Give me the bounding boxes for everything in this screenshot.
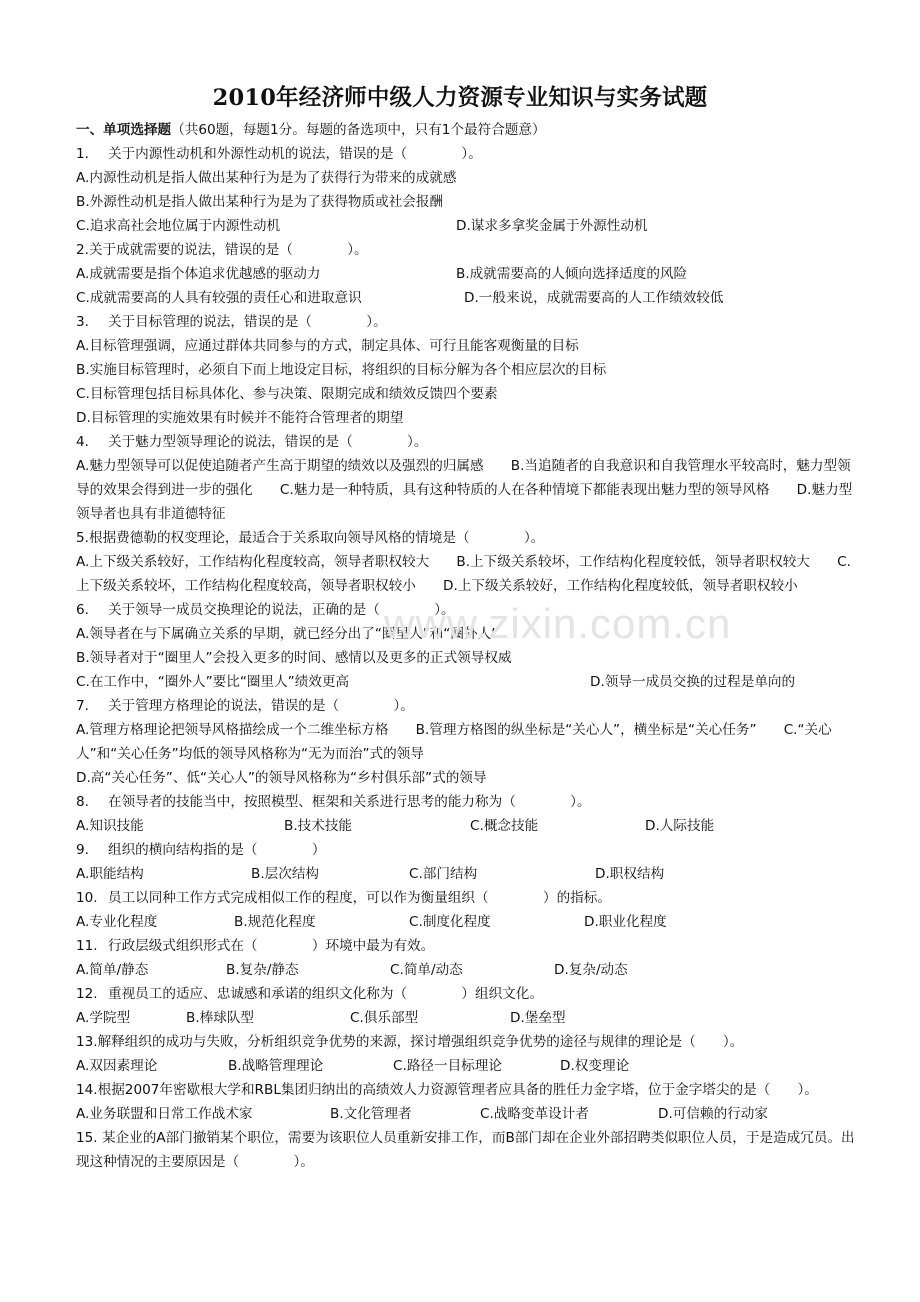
q14-options: [76, 1102, 860, 1126]
question-number: 1.: [76, 146, 89, 162]
q7-options-abc: A.管理方格理论把领导风格描绘成一个二维坐标方格 B.管理方格图的纵坐标是“关心人”，横坐标是“关心任务” C.“关心人”和“关心任务”均低的领导风格称为“无为而治”式的领导: [76, 722, 832, 762]
question-13-stem: 13.解释组织的成功与失败，分析组织竞争优势的来源，探讨增强组织竞争优势的途径与规律的理论是（ ）。: [76, 1034, 744, 1050]
question-text: 重视员工的适应、忠诚感和承诺的组织文化称为（ ）组织文化。: [108, 986, 543, 1002]
q6-option-c: C.在工作中，“圈外人”要比“圈里人”绩效更高: [76, 674, 350, 690]
question-text: 员工以同种工作方式完成相似工作的程度，可以作为衡量组织（ ）的指标。: [108, 890, 611, 906]
question-11-stem: [76, 934, 860, 958]
q2-option-c: C.成就需要高的人具有较强的责任心和进取意识: [76, 290, 362, 306]
q12-option-b: B.棒球队型: [186, 1010, 255, 1026]
question-text: 关于内源性动机和外源性动机的说法，错误的是（ ）。: [108, 146, 482, 162]
q11-option-b: B.复杂/静态: [226, 962, 299, 978]
q1-option-d: D.谋求多拿奖金属于外源性动机: [456, 218, 648, 234]
q2-options-ab: [76, 262, 860, 286]
question-text: 关于管理方格理论的说法，错误的是（ ）。: [108, 698, 414, 714]
q1-options-cd: [76, 214, 860, 238]
question-4-stem: [76, 430, 860, 454]
section-note: （共60题，每题1分。每题的备选项中，只有1个最符合题意）: [171, 122, 546, 138]
q8-options: [76, 814, 860, 838]
question-number: 6.: [76, 602, 89, 618]
q9-option-d: D.职权结构: [595, 866, 665, 882]
question-number: 3.: [76, 314, 89, 330]
question-text: 关于魅力型领导理论的说法，错误的是（ ）。: [108, 434, 428, 450]
q12-options: [76, 1006, 860, 1030]
q1-option-c: C.追求高社会地位属于内源性动机: [76, 218, 281, 234]
q14-option-b: B.文化管理者: [330, 1106, 412, 1122]
q14-option-a: A.业务联盟和日常工作战术家: [76, 1106, 253, 1122]
q8-option-b: B.技术技能: [284, 818, 353, 834]
q1-option-a: A.内源性动机是指人做出某种行为是为了获得行为带来的成就感: [76, 170, 457, 186]
q8-option-a: A.知识技能: [76, 818, 144, 834]
q8-option-d: D.人际技能: [645, 818, 715, 834]
question-number: 7.: [76, 698, 89, 714]
q10-option-a: A.专业化程度: [76, 914, 158, 930]
q10-options: [76, 910, 860, 934]
q14-option-d: D.可信赖的行动家: [658, 1106, 768, 1122]
question-number: 8.: [76, 794, 89, 810]
q9-option-c: C.部门结构: [409, 866, 478, 882]
question-14-stem: 14.根据2007年密歇根大学和RBL集团归纳出的高绩效人力资源管理者应具备的胜任力金字塔，位于金字塔尖的是（ ）。: [76, 1082, 818, 1098]
q13-options: [76, 1054, 860, 1078]
question-number: 11.: [76, 938, 98, 954]
question-text: 组织的横向结构指的是（ ）: [108, 842, 326, 858]
q12-option-c: C.俱乐部型: [350, 1010, 419, 1026]
question-7-stem: [76, 694, 860, 718]
q12-option-a: A.学院型: [76, 1010, 131, 1026]
question-3-stem: [76, 310, 860, 334]
q3-option-c: C.目标管理包括目标具体化、参与决策、限期完成和绩效反馈四个要素: [76, 386, 498, 402]
q2-option-a: A.成就需要是指个体追求优越感的驱动力: [76, 266, 321, 282]
q14-option-c: C.战略变革设计者: [480, 1106, 589, 1122]
question-9-stem: [76, 838, 860, 862]
q8-option-c: C.概念技能: [470, 818, 539, 834]
question-12-stem: [76, 982, 860, 1006]
q3-option-d: D.目标管理的实施效果有时候并不能符合管理者的期望: [76, 410, 404, 426]
q4-options: A.魅力型领导可以促使追随者产生高于期望的绩效以及强烈的归属感 B.当追随者的自我意识和自我管理水平较高时，魅力型领导的效果会得到进一步的强化 C.魅力是一种特质，具有这种特质的人在各种情境下都能表现出魅力型的领导风格 D.魅力型领导者也具有非道德特征: [76, 458, 853, 522]
q10-option-d: D.职业化程度: [584, 914, 667, 930]
q6-option-d: D.领导一成员交换的过程是单向的: [590, 674, 796, 690]
section-header: [76, 118, 860, 142]
question-15-stem: [76, 1126, 860, 1174]
q3-option-b: B.实施目标管理时，必须自下而上地设定目标，将组织的目标分解为各个相应层次的目标: [76, 362, 607, 378]
question-10-stem: [76, 886, 860, 910]
q1-option-b: B.外源性动机是指人做出某种行为是为了获得物质或社会报酬: [76, 194, 444, 210]
watermark: www.zixin.com.cn: [384, 600, 732, 647]
q10-option-c: C.制度化程度: [409, 914, 491, 930]
q11-option-c: C.简单/动态: [390, 962, 463, 978]
q13-option-c: C.路径一目标理论: [393, 1058, 502, 1074]
question-text: 关于目标管理的说法，错误的是（ ）。: [108, 314, 387, 330]
q2-option-d: D.一般来说，成就需要高的人工作绩效较低: [464, 290, 724, 306]
q6-option-b: B.领导者对于“圈里人”会投入更多的时间、感情以及更多的正式领导权威: [76, 650, 512, 666]
question-text: 关于领导一成员交换理论的说法，正确的是（ ）。: [108, 602, 455, 618]
q2-option-b: B.成就需要高的人倾向选择适度的风险: [456, 266, 688, 282]
q9-option-b: B.层次结构: [251, 866, 320, 882]
q12-option-d: D.堡垒型: [510, 1010, 566, 1026]
q10-option-b: B.规范化程度: [234, 914, 316, 930]
q13-option-d: D.权变理论: [560, 1058, 630, 1074]
q9-options: [76, 862, 860, 886]
q11-options: [76, 958, 860, 982]
question-2-stem: 2.关于成就需要的说法，错误的是（ ）。: [76, 242, 368, 258]
q3-option-a: A.目标管理强调，应通过群体共同参与的方式，制定具体、可行且能客观衡量的目标: [76, 338, 579, 354]
question-text: 某企业的A部门撤销某个职位，需要为该职位人员重新安排工作，而B部门却在企业外部招聘类似职位人员，于是造成冗员。出现这种情况的主要原因是（ ）。: [76, 1130, 855, 1170]
q9-option-a: A.职能结构: [76, 866, 144, 882]
section-name: 一、单项选择题: [76, 122, 172, 138]
q2-options-cd: [76, 286, 860, 310]
q11-option-a: A.简单/静态: [76, 962, 149, 978]
question-number: 9.: [76, 842, 89, 858]
q5-options: A.上下级关系较好，工作结构化程度较高，领导者职权较大 B.上下级关系较坏，工作结构化程度较低，领导者职权较大 C.上下级关系较坏，工作结构化程度较高，领导者职权较小 D.上下级关系较好，工作结构化程度较低，领导者职权较小: [76, 554, 851, 594]
question-5-stem: 5.根据费德勒的权变理论，最适合于关系取向领导风格的情境是（ ）。: [76, 530, 545, 546]
question-number: 12.: [76, 986, 98, 1002]
q6-option-a: A.领导者在与下属确立关系的早期，就已经分出了“圈里人”和“圈外人”: [76, 626, 499, 642]
question-8-stem: [76, 790, 860, 814]
q13-option-a: A.双因素理论: [76, 1058, 158, 1074]
question-text: 行政层级式组织形式在（ ）环境中最为有效。: [108, 938, 435, 954]
question-number: 10.: [76, 890, 98, 906]
q7-option-d: D.高“关心任务”、低“关心人”的领导风格称为“乡村俱乐部”式的领导: [76, 770, 487, 786]
question-1-stem: [76, 142, 860, 166]
q6-options-cd: [76, 670, 860, 694]
question-text: 在领导者的技能当中，按照模型、框架和关系进行思考的能力称为（ ）。: [108, 794, 591, 810]
question-number: 4.: [76, 434, 89, 450]
q11-option-d: D.复杂/动态: [554, 962, 628, 978]
question-number: 15.: [76, 1130, 98, 1146]
q13-option-b: B.战略管理理论: [228, 1058, 324, 1074]
page-title: 2010年经济师中级人力资源专业知识与实务试题: [212, 85, 708, 111]
